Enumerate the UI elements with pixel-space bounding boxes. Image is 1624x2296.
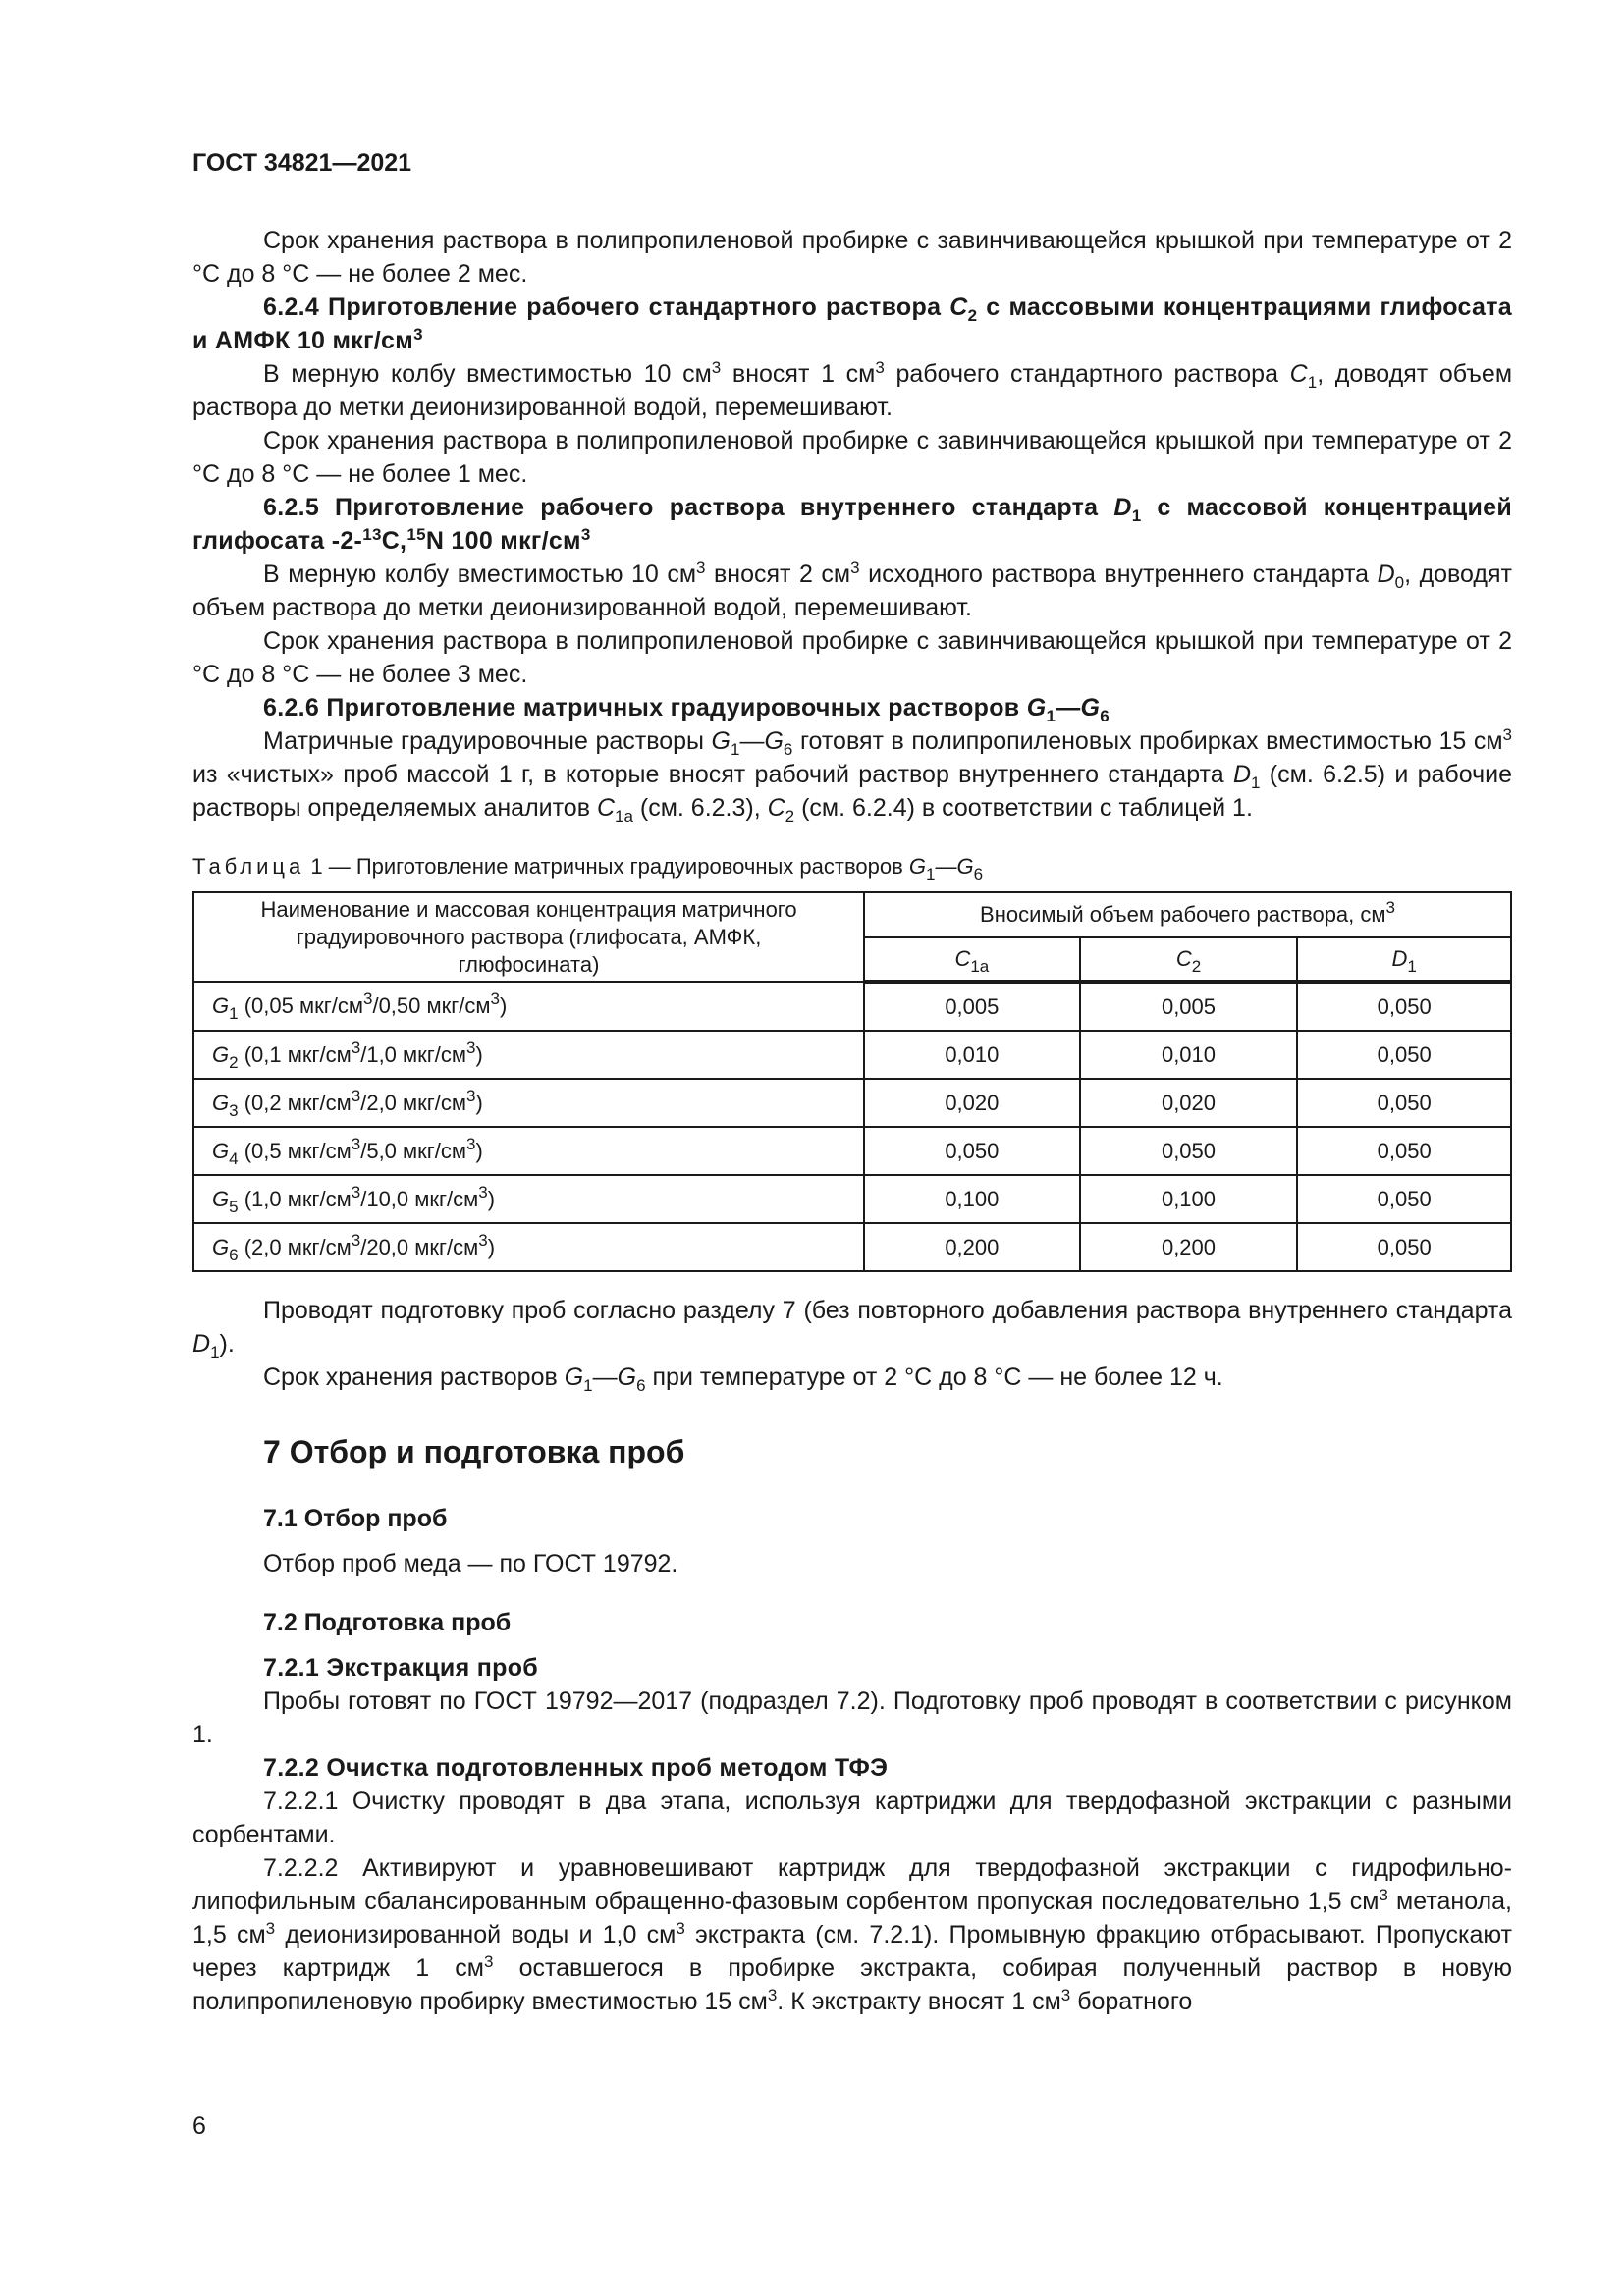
paragraph-matrix-solutions: Матричные градуировочные растворы $G_1—G_6$ готовят в полипропиленовых пробирках вместимостью 15 $см^3$ из «чистых» проб массой 1 г, в которые вносят рабочий раствор внутреннего стандарта $D_1$ (см. 6.2.5) и рабочие растворы определяемых аналитов $C_{1a}$ (см. 6.2.3), $C_2$ (см. 6.2.4) в соответствии с таблицей 1. xyxy=(192,725,1513,826)
table-cell-name: $G_1$ (0,05 мкг/$см^3/0,50$ мкг/$см^3$) xyxy=(193,982,864,1031)
paragraph-sample-prep-ref: Проводят подготовку проб согласно разделу 7 (без повторного добавления раствора внутреннего стандарта $D_1$). xyxy=(192,1297,1512,1362)
paragraph-storage-c1: Срок хранения раствора в полипропиленовой пробирке с завинчивающейся крышкой при температуре от 2 °С до 8 °С — не более 2 мес. xyxy=(192,227,1512,288)
table-cell: 0,050 xyxy=(1080,1127,1298,1175)
section-6-2-4-heading: 6.2.4 Приготовление рабочего стандартного раствора $C_2$ с массовыми концентрациями глифосата и АМФК 10 мкг/$см^3$ xyxy=(192,294,1512,354)
table-cell: 0,005 xyxy=(864,982,1080,1031)
table-header-col: $C_{1a}$ xyxy=(864,937,1080,982)
table-cell: 0,020 xyxy=(864,1079,1080,1127)
paragraph-extraction: Пробы готовят по ГОСТ 19792—2017 (подраздел 7.2). Подготовку проб проводят в соответствии с рисунком 1. xyxy=(192,1687,1512,1748)
table-row xyxy=(193,982,1511,1031)
table-cell-name: $G_4$ (0,5 мкг/$см^3/5,0$ мкг/$см^3$) xyxy=(193,1127,864,1175)
table-cell: 0,005 xyxy=(1080,982,1298,1031)
table-cell-name: $G_3$ (0,2 мкг/$см^3/2,0$ мкг/$см^3$) xyxy=(193,1079,864,1127)
table-row xyxy=(193,1223,1511,1271)
table-header-volume: Вносимый объем рабочего раствора, $см^3$ xyxy=(864,892,1511,937)
table-cell-name: $G_2$ (0,1 мкг/$см^3/1,0$ мкг/$см^3$) xyxy=(193,1031,864,1079)
table-cell: 0,200 xyxy=(864,1223,1080,1271)
section-7-heading: 7 Отбор и подготовка проб xyxy=(263,1434,685,1469)
table-cell: 0,050 xyxy=(864,1127,1080,1175)
table-cell: 0,050 xyxy=(1297,1079,1511,1127)
table-row xyxy=(193,1127,1511,1175)
section-6-2-6-heading: 6.2.6 Приготовление матричных градуировочных растворов $G_1—G_6$ xyxy=(263,694,1110,725)
table-cell: 0,100 xyxy=(1080,1175,1298,1223)
page-number: 6 xyxy=(192,2112,206,2140)
table-cell: 0,010 xyxy=(1080,1031,1298,1079)
section-7-2-1-heading: 7.2.1 Экстракция проб xyxy=(263,1654,539,1682)
table-cell: 0,200 xyxy=(1080,1223,1298,1271)
table-header-col: $C_2$ xyxy=(1080,937,1298,982)
page-content xyxy=(192,224,1512,2018)
table-row xyxy=(193,1079,1511,1127)
table-cell: 0,010 xyxy=(864,1031,1080,1079)
paragraph-storage-c2: Срок хранения раствора в полипропиленовой пробирке с завинчивающейся крышкой при температуре от 2 °С до 8 °С — не более 1 мес. xyxy=(192,427,1512,488)
table-cell: 0,050 xyxy=(1297,1175,1511,1223)
table-cell: 0,050 xyxy=(1297,1031,1511,1079)
table-cell-name: $G_5$ (1,0 мкг/$см^3/10,0$ мкг/$см^3$) xyxy=(193,1175,864,1223)
paragraph-honey-sampling: Отбор проб меда — по ГОСТ 19792. xyxy=(263,1550,678,1577)
section-7-2-2-heading: 7.2.2 Очистка подготовленных проб методом ТФЭ xyxy=(263,1754,889,1782)
paragraph-prep-d1: В мерную колбу вместимостью 10 $см^3$ вносят 2 $см^3$ исходного раствора внутреннего стандарта $D_0$, доводят объем раствора до метки деионизированной водой, перемешивают. xyxy=(192,559,1512,621)
table-cell: 0,100 xyxy=(864,1175,1080,1223)
table-cell-name: $G_6$ (2,0 мкг/$см^3/20,0$ мкг/$см^3$) xyxy=(193,1223,864,1271)
table-header-name: Наименование и массовая концентрация матричного градуировочного раствора (глифосата, АМФК, глюфосината) xyxy=(193,892,864,982)
table-cell: 0,050 xyxy=(1297,982,1511,1031)
table-cell: 0,020 xyxy=(1080,1079,1298,1127)
calibration-table xyxy=(192,891,1512,1272)
table-caption: Таблица 1 — Приготовление матричных градуировочных растворов $G_1—G_6$ xyxy=(192,854,984,883)
paragraph-storage-d1: Срок хранения раствора в полипропиленовой пробирке с завинчивающейся крышкой при температуре от 2 °С до 8 °С — не более 3 мес. xyxy=(192,627,1512,688)
section-7-1-heading: 7.1 Отбор проб xyxy=(263,1505,448,1532)
paragraph-prep-c2: В мерную колбу вместимостью 10 $см^3$ вносят 1 $см^3$ рабочего стандартного раствора $C_1$, доводят объем раствора до метки деионизированной водой, перемешивают. xyxy=(192,358,1513,421)
section-7-2-heading: 7.2 Подготовка проб xyxy=(263,1609,512,1636)
table-row xyxy=(193,1175,1511,1223)
section-6-2-5-heading: 6.2.5 Приготовление рабочего раствора внутреннего стандарта $D_1$ с массовой концентрацией глифосата -2-$^{13}$С,$^{15}$N 100 мкг/$см^3$ xyxy=(192,494,1512,555)
paragraph-storage-g: Срок хранения растворов $G_1—G_6$ при температуре от 2 °С до 8 °С — не более 12 ч. xyxy=(263,1363,1223,1395)
paragraph-7-2-2-1: 7.2.2.1 Очистку проводят в два этапа, используя картриджи для твердофазной экстракции с разными сорбентами. xyxy=(192,1788,1512,1848)
document-header: ГОСТ 34821—2021 xyxy=(192,149,412,177)
table-row xyxy=(193,1031,1511,1079)
table-cell: 0,050 xyxy=(1297,1223,1511,1271)
paragraph-7-2-2-2: 7.2.2.2 Активируют и уравновешивают картридж для твердофазной экстракции с гидрофильно-липофильным сбалансированным обращенно-фазовым сорбентом пропуская последовательно 1,5 $см^3$ метанола, 1,5 $см^3$ деионизированной воды и 1,0 $см^3$ экстракта (см. 7.2.1). Промывную фракцию отбрасывают. Пропускают через картридж 1 $см^3$ оставшегося в пробирке экстракта, собирая полученный раствор в новую полипропиленовую пробирку вместимостью 15 $см^3$. К экстракту вносят 1 $см^3$ боратного xyxy=(192,1854,1512,2015)
table-cell: 0,050 xyxy=(1297,1127,1511,1175)
table-header-col: $D_1$ xyxy=(1297,937,1511,982)
